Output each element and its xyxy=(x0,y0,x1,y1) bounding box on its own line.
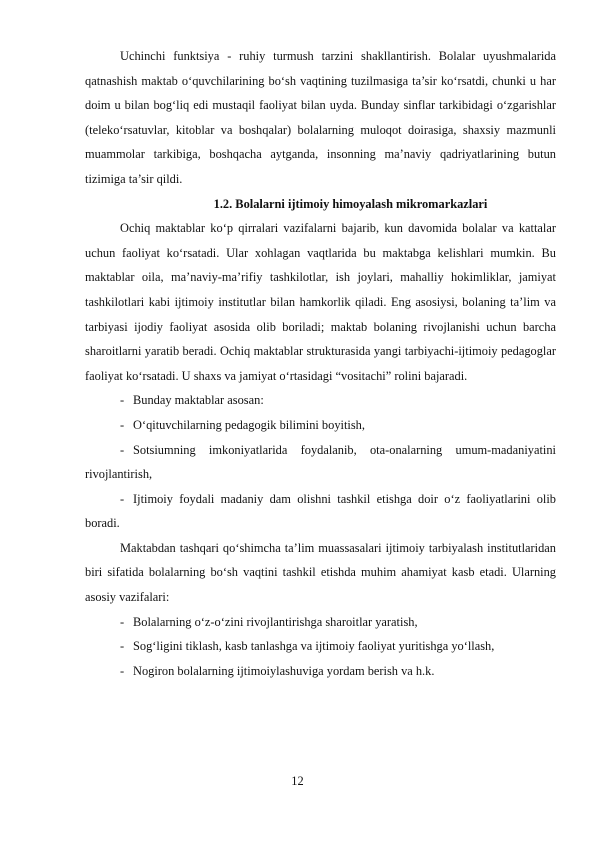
list-item-text: Bunday maktablar asosan: xyxy=(133,393,264,408)
list-item xyxy=(85,487,556,536)
bullet-list-ochiq-maktablar xyxy=(85,388,556,536)
list-item-text: Ijtimoiy foydali madaniy dam olishni tashkil etishga doir o‘z faoliyatlarini olib boradi. xyxy=(85,491,556,531)
bullet-list-vazifalar xyxy=(85,610,556,684)
document-page xyxy=(85,44,556,683)
paragraph-ochiq-maktablar: Ochiq maktablar ko‘p qirralari vazifalarni bajarib, kun davomida bolalar va kattalar uchun faoliyat ko‘rsatadi. Ular xohlagan vaqtlarida bu maktabga kelishlari mumkin. Bu maktablar oila, ma’naviy-ma’rifiy tashkilotlar, ish joylari, mahalliy hokimliklar, jamiyat tashkilotlari kabi ijtimoiy institutlar bilan hamkorlik qiladi. Eng asosiysi, bolaning ta’lim va tarbiyasi ijodiy faoliyat asosida olib boriladi; maktab bolaning rivojlanishi uchun barcha sharoitlarni yaratib beradi. Ochiq maktablar strukturasida yangi tarbiyachi-ijtimoiy pedagoglar faoliyat ko‘rsatadi. U shaxs va jamiyat o‘rtasidagi “vositachi” rolini bajaradi. xyxy=(85,221,556,383)
list-item xyxy=(85,438,556,487)
list-item-text: Sog‘ligini tiklash, kasb tanlashga va ijtimoiy faoliyat yuritishga yo‘llash, xyxy=(133,639,495,654)
dash-icon: - xyxy=(120,393,125,408)
section-heading: 1.2. Bolalarni ijtimoiy himoyalash mikromarkazlari xyxy=(213,196,488,211)
list-item-text: Nogiron bolalarning ijtimoiylashuviga yordam berish va h.k. xyxy=(133,663,435,678)
dash-icon: - xyxy=(120,663,125,678)
list-item-text: O‘qituvchilarning pedagogik bilimini boyitish, xyxy=(133,417,365,432)
dash-icon: - xyxy=(120,417,125,432)
dash-icon: - xyxy=(120,442,125,457)
paragraph-uchinchi-funktsiya: Uchinchi funktsiya - ruhiy turmush tarzini shakllantirish. Bolalar uyushmalarida qatnashish maktab o‘quvchilarining bo‘sh vaqtining tuzilmasiga ta’sir ko‘rsatdi, chunki u har doim u bilan bog‘liq edi mustaqil faoliyat bilan uyda. Bunday sinflar tarkibidagi o‘zgarishlar (teleko‘rsatuvlar, kitoblar va boshqalar) bolalarning muloqot doirasiga, shaxsiy mazmunli muammolar tarkibiga, boshqacha aytganda, insonning ma’naviy qadriyatlarining butun tizimiga ta’sir qildi. xyxy=(85,49,556,186)
dash-icon: - xyxy=(120,491,125,506)
dash-icon: - xyxy=(120,614,125,629)
dash-icon: - xyxy=(120,639,125,654)
list-item xyxy=(85,634,556,659)
list-item xyxy=(85,413,556,438)
paragraph-maktabdan-tashqari: Maktabdan tashqari qo‘shimcha ta’lim muassasalari ijtimoiy tarbiyalash institutlaridan biri sifatida bolalarning bo‘sh vaqtini tashkil etishda muhim ahamiyat kasb etadi. Ularning asosiy vazifalari: xyxy=(85,540,556,605)
list-item xyxy=(85,388,556,413)
page-number: 12 xyxy=(291,774,304,788)
list-item-text: Bolalarning o‘z-o‘zini rivojlantirishga sharoitlar yaratish, xyxy=(133,614,418,629)
list-item xyxy=(85,659,556,684)
list-item-text: Sotsiumning imkoniyatlarida foydalanib, ota-onalarning umum-madaniyatini rivojlantirish, xyxy=(85,442,556,482)
list-item xyxy=(85,610,556,635)
